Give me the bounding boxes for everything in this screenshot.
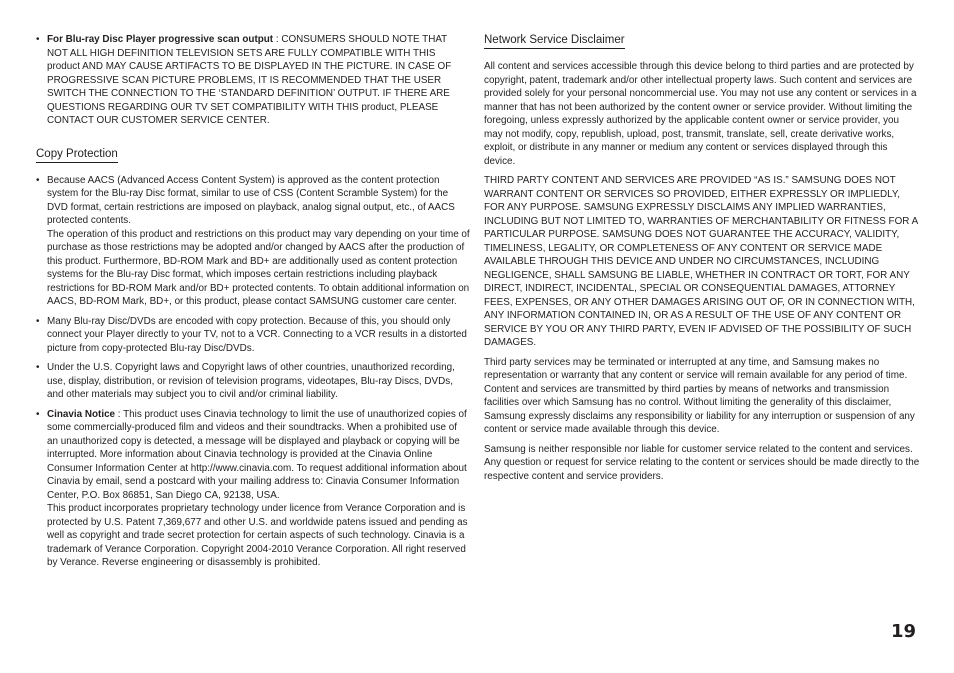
copyright-notice: [36, 361, 470, 402]
page-number: 19: [890, 621, 916, 642]
right-column: [484, 33, 920, 489]
aacs-paragraph-1: • Because AACS (Advanced Access Content System) is approved as the content protection system for the Blu-ray Disc format, similar to use of CSS (Content Scramble System) for the DVD format, certain restrictions are imposed on playback, analog signal output, etc., of AACS protected contents.: [47, 174, 455, 226]
copy-protection-notice: [36, 315, 470, 356]
aacs-notice: [36, 174, 470, 309]
cinavia-lead: Cinavia Notice: [47, 408, 116, 420]
aacs-paragraph-2: The operation of this product and restrictions on this product may vary depending on your time of purchase as those restrictions may be adopted and/or changed by AACS after the production of this product. Furthermore, BD-ROM Mark and BD+ are additionally used as content protection systems for the Blu-ray Disc format, which imposes certain restrictions including playback restrictions for BD-ROM Mark and/or BD+ protected contents. To obtain additional information on AACS, BD-ROM Mark, BD+, or this product, please contact SAMSUNG customer care center.: [47, 228, 470, 307]
disclaimer-paragraph-2: THIRD PARTY CONTENT AND SERVICES ARE PROVIDED “AS IS.” SAMSUNG DOES NOT WARRANT CONTENT OR SERVICES SO PROVIDED, EITHER EXPRESSLY OR IMPLIEDLY, FOR ANY PURPOSE. SAMSUNG EXPRESSLY DISCLAIMS ANY IMPLIED WARRANTIES, INCLUDING BUT NOT LIMITED TO, WARRANTIES OF MERCHANTABILITY OR FITNESS FOR A PARTICULAR PURPOSE. SAMSUNG DOES NOT GUARANTEE THE ACCURACY, VALIDITY, TIMELINESS, LEGALITY, OR COMPLETENESS OF ANY CONTENT OR SERVICE MADE AVAILABLE THROUGH THIS DEVICE AND UNDER NO CIRCUMSTANCES, INCLUDING NEGLIGENCE, SHALL SAMSUNG BE LIABLE, WHETHER IN CONTRACT OR TORT, FOR ANY DIRECT, INDIRECT, INCIDENTAL, SPECIAL OR CONSEQUENTIAL DAMAGES, ATTORNEY FEES, EXPENSES, OR ANY OTHER DAMAGES ARISING OUT OF, OR IN CONNECTION WITH, ANY INFORMATION CONTAINED IN, OR AS A RESULT OF THE USE OF ANY CONTENT OR SERVICE BY YOU OR ANY THIRD PARTY, EVEN IF ADVISED OF THE POSSIBILITY OF SUCH DAMAGES.: [484, 175, 918, 348]
disclaimer-paragraph-3: Third party services may be terminated or interrupted at any time, and Samsung makes no representation or warranty that any content or service will remain available for any period of time. Content and services are transmitted by third parties by means of networks and transmission facilities over which Samsung has no control. Without limiting the generality of this disclaimer, Samsung expressly disclaims any responsibility or liability for any interruption or suspension of any content or service made available through this device.: [484, 356, 915, 435]
cinavia-paragraph-1: : This product uses Cinavia technology to limit the use of unauthorized copies of some commercially-produced film and videos and their soundtracks. When a prohibited use of an unauthorized copy is detected, a message will be displayed and playback or copying will be interrupted. More information about Cinavia technology is provided at the Cinavia Online Consumer Information Center at http://www.cinavia.com. To request additional information about Cinavia by email, send a postcard with your mailing address to: Cinavia Consumer Information Center, P.O. Box 86851, San Diego CA, 92138, USA.: [47, 408, 467, 501]
progressive-scan-lead: For Blu-ray Disc Player progressive scan output: [47, 34, 274, 45]
progressive-scan-notice: [36, 33, 470, 128]
cinavia-notice: [36, 408, 470, 570]
disclaimer-paragraph-4: Samsung is neither responsible nor liable for customer service related to the content and services. Any question or request for service relating to the content or services should be made directly to the respective content and service providers.: [484, 443, 920, 482]
copy-protection-text: • Many Blu-ray Disc/DVDs are encoded with copy protection. Because of this, you should only connect your Player directly to your TV, not to a VCR. Connecting to a VCR results in a distorted picture from copy-protected Blu-ray Disc/DVDs.: [47, 315, 467, 354]
copy-protection-heading: Copy Protection: [36, 147, 118, 163]
progressive-scan-text: : CONSUMERS SHOULD NOTE THAT NOT ALL HIGH DEFINITION TELEVISION SETS ARE FULLY COMPATIBLE WITH THIS product AND MAY CAUSE ARTIFACTS TO BE DISPLAYED IN THE PICTURE. IN CASE OF PROGRESSIVE SCAN PICTURE PROBLEMS, IT IS RECOMMENDED THAT THE USER SWITCH THE CONNECTION TO THE ‘STANDARD DEFINITION’ OUTPUT. IF THERE ARE QUESTIONS REGARDING OUR TV SET COMPATIBILITY WITH THIS product, PLEASE CONTACT OUR CUSTOMER SERVICE CENTER.: [47, 34, 452, 126]
disclaimer-paragraph-1: All content and services accessible through this device belong to third parties and are protected by copyright, patent, trademark and/or other intellectual property laws. Such content and services are provided solely for your personal noncommercial use. You may not use any content or services in a manner that has not been authorized by the content owner or service provider. Without limiting the foregoing, unless expressly authorized by the applicable content owner or service provider, you may not modify, copy, republish, upload, post, transmit, translate, sell, create derivative works, exploit, or distribute in any manner or medium any content or services displayed through this device.: [484, 61, 917, 167]
copyright-text: • Under the U.S. Copyright laws and Copyright laws of other countries, unauthorized recording, use, display, distribution, or revision of television programs, videotapes, Blu-ray Discs, DVDs, and other materials may subject you to civil and/or criminal liability.: [47, 362, 455, 400]
cinavia-paragraph-2: This product incorporates proprietary technology under licence from Verance Corporation and is protected by U.S. Patent 7,369,677 and other U.S. and worldwide patens issued and pending as well as copyright and trade secret protection for certain aspects of such technology. Cinavia is a trademark of Verance Corporation. Copyright 2004-2010 Verance Corporation. All right reserved by Verance. Reverse engineering or disassembly is prohibited.: [47, 503, 468, 568]
left-column: [36, 33, 470, 576]
network-disclaimer-heading: Network Service Disclaimer: [484, 33, 625, 49]
